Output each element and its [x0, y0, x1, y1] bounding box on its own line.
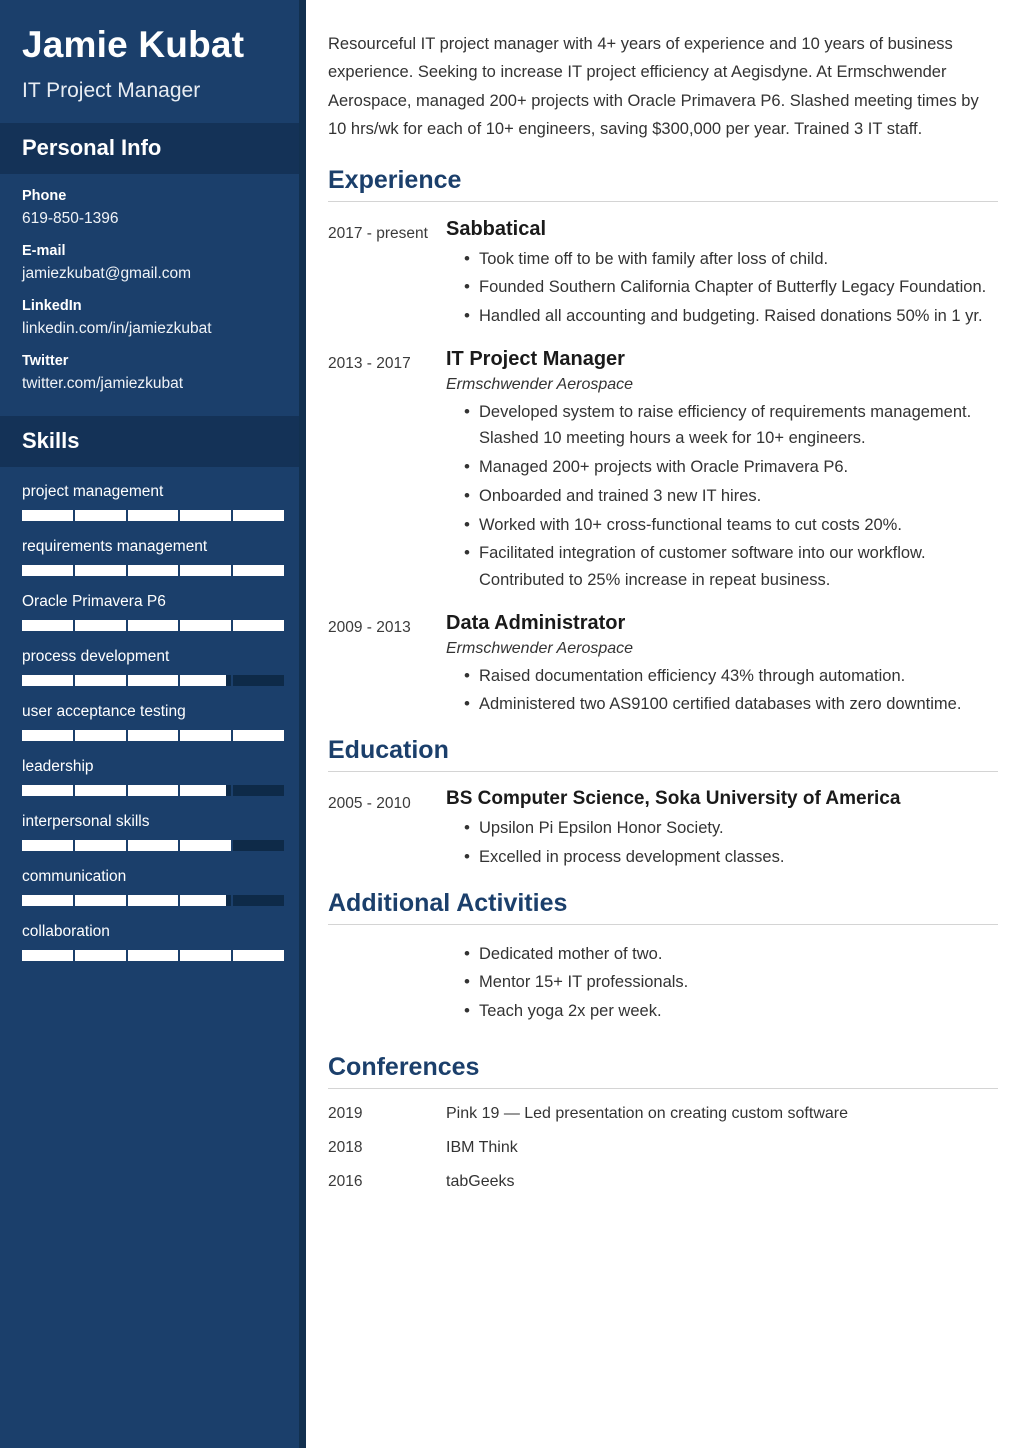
skill-bar	[22, 565, 284, 576]
entry-body	[446, 218, 998, 332]
skill-label: requirements management	[22, 537, 208, 555]
entry-bullets	[446, 815, 998, 870]
info-value[interactable]: jamiezkubat@gmail.com	[22, 264, 192, 282]
skills-heading: Skills	[0, 416, 306, 467]
conference-year: 2019	[328, 1104, 363, 1122]
skill-bar-ticks	[22, 730, 284, 741]
skill-item	[22, 923, 284, 961]
skill-bar	[22, 840, 284, 851]
entry-body	[446, 612, 998, 720]
entry-bullets	[446, 941, 998, 1025]
conference-year: 2018	[328, 1138, 363, 1156]
candidate-name: Jamie Kubat	[22, 24, 245, 65]
education-entry	[328, 788, 998, 872]
entry-title: BS Computer Science, Soka University of America	[446, 788, 901, 810]
bullet-item: • Dedicated mother of two.	[464, 941, 998, 968]
skill-bar	[22, 675, 284, 686]
section-divider	[328, 771, 998, 772]
entry-title: IT Project Manager	[446, 347, 625, 370]
skill-bar	[22, 895, 284, 906]
skill-bar	[22, 950, 284, 961]
info-value[interactable]: linkedin.com/in/jamiezkubat	[22, 319, 212, 337]
entry-company: Ermschwender Aerospace	[446, 639, 634, 657]
info-label: Phone	[22, 187, 67, 204]
skill-item	[22, 538, 284, 576]
conferences-heading: Conferences	[328, 1052, 480, 1081]
bullet-item: • Upsilon Pi Epsilon Honor Society.	[464, 815, 998, 842]
skill-bar-ticks	[22, 950, 284, 961]
bullet-item: • Facilitated integration of customer software into our workflow. Contributed to 25% increase in repeat business.	[464, 540, 998, 593]
bullet-item: • Founded Southern California Chapter of Butterfly Legacy Foundation.	[464, 274, 998, 301]
info-label: Twitter	[22, 352, 69, 369]
personal-info-item-email	[22, 243, 284, 283]
entry-date: 2013 - 2017	[328, 354, 411, 372]
skill-item	[22, 758, 284, 796]
skill-item	[22, 483, 284, 521]
bullet-item: • Onboarded and trained 3 new IT hires.	[464, 483, 998, 510]
skill-item	[22, 703, 284, 741]
conference-row	[328, 1105, 998, 1123]
conference-text: IBM Think	[446, 1138, 518, 1156]
personal-info-item-twitter	[22, 353, 284, 393]
education-heading: Education	[328, 736, 449, 765]
conference-row	[328, 1173, 998, 1191]
skill-bar-ticks	[22, 510, 284, 521]
skill-label: Oracle Primavera P6	[22, 592, 166, 610]
personal-info-heading: Personal Info	[0, 123, 306, 174]
experience-heading: Experience	[328, 165, 462, 194]
skill-item	[22, 593, 284, 631]
skill-label: leadership	[22, 757, 94, 775]
conference-text: tabGeeks	[446, 1172, 515, 1190]
conference-row	[328, 1139, 998, 1157]
skill-label: interpersonal skills	[22, 812, 150, 830]
name-block	[0, 0, 306, 123]
skill-bar-ticks	[22, 675, 284, 686]
bullet-item: • Raised documentation efficiency 43% through automation.	[464, 663, 998, 690]
skill-bar-ticks	[22, 785, 284, 796]
info-label: LinkedIn	[22, 297, 82, 314]
section-divider	[328, 924, 998, 925]
bullet-item: • Worked with 10+ cross-functional teams to cut costs 20%.	[464, 512, 998, 539]
bullet-item: • Developed system to raise efficiency of requirements management. Slashed 10 meeting hours a week for 10+ engineers.	[464, 399, 998, 452]
experience-entry	[328, 218, 998, 332]
skill-bar	[22, 510, 284, 521]
skills-list	[0, 467, 306, 998]
sidebar-accent-stripe	[299, 0, 306, 1448]
skill-label: process development	[22, 647, 170, 665]
entry-date: 2005 - 2010	[328, 795, 411, 813]
skill-item	[22, 813, 284, 851]
skill-item	[22, 868, 284, 906]
info-value[interactable]: 619-850-1396	[22, 209, 119, 227]
entry-title: Sabbatical	[446, 217, 547, 240]
skill-label: communication	[22, 867, 127, 885]
conference-text: Pink 19 — Led presentation on creating custom software	[446, 1104, 848, 1122]
skill-bar	[22, 730, 284, 741]
entry-title: Data Administrator	[446, 611, 626, 634]
entry-date: 2017 - present	[328, 224, 428, 242]
skill-bar-ticks	[22, 840, 284, 851]
sidebar	[0, 0, 306, 1448]
bullet-item: • Administered two AS9100 certified databases with zero downtime.	[464, 691, 998, 718]
main-content	[306, 0, 1024, 1448]
info-label: E-mail	[22, 242, 66, 259]
experience-entry	[328, 348, 998, 596]
skill-bar	[22, 785, 284, 796]
bullet-item: • Took time off to be with family after loss of child.	[464, 246, 998, 273]
entry-company: Ermschwender Aerospace	[446, 375, 634, 393]
skill-bar	[22, 620, 284, 631]
section-divider	[328, 1088, 998, 1089]
personal-info-item-phone	[22, 188, 284, 228]
bullet-item: • Managed 200+ projects with Oracle Primavera P6.	[464, 454, 998, 481]
skill-bar-ticks	[22, 620, 284, 631]
bullet-item: • Excelled in process development classes.	[464, 844, 998, 871]
skill-label: project management	[22, 482, 164, 500]
skill-bar-ticks	[22, 895, 284, 906]
section-divider	[328, 201, 998, 202]
entry-body	[446, 348, 998, 596]
activities-entry	[328, 941, 998, 1027]
candidate-job-title: IT Project Manager	[22, 78, 201, 102]
activities-heading: Additional Activities	[328, 888, 568, 917]
entry-body	[446, 941, 998, 1027]
spacer	[328, 1043, 998, 1053]
skill-label: user acceptance testing	[22, 702, 186, 720]
personal-info-list	[0, 174, 306, 416]
bullet-item: • Teach yoga 2x per week.	[464, 998, 998, 1025]
entry-bullets	[446, 663, 998, 718]
bullet-item: • Mentor 15+ IT professionals.	[464, 969, 998, 996]
professional-summary: Resourceful IT project manager with 4+ years of experience and 10 years of business experience. Seeking to increase IT project efficiency at Aegisdyne. At Ermschwender Aerospace, managed 200+ projects with Oracle Primavera P6. Slashed meeting times by 10 hrs/wk for each of 10+ engineers, saving $300,000 per year. Trained 3 IT staff.	[328, 35, 979, 139]
entry-bullets	[446, 246, 998, 330]
experience-entry	[328, 612, 998, 720]
info-value[interactable]: twitter.com/jamiezkubat	[22, 374, 184, 392]
conference-year: 2016	[328, 1172, 363, 1190]
entry-body	[446, 788, 998, 872]
entry-date: 2009 - 2013	[328, 618, 411, 636]
entry-date-spacer	[328, 941, 446, 1027]
entry-bullets	[446, 399, 998, 594]
skill-item	[22, 648, 284, 686]
skill-bar-ticks	[22, 565, 284, 576]
skill-label: collaboration	[22, 922, 110, 940]
personal-info-item-linkedin	[22, 298, 284, 338]
bullet-item: • Handled all accounting and budgeting. Raised donations 50% in 1 yr.	[464, 303, 998, 330]
